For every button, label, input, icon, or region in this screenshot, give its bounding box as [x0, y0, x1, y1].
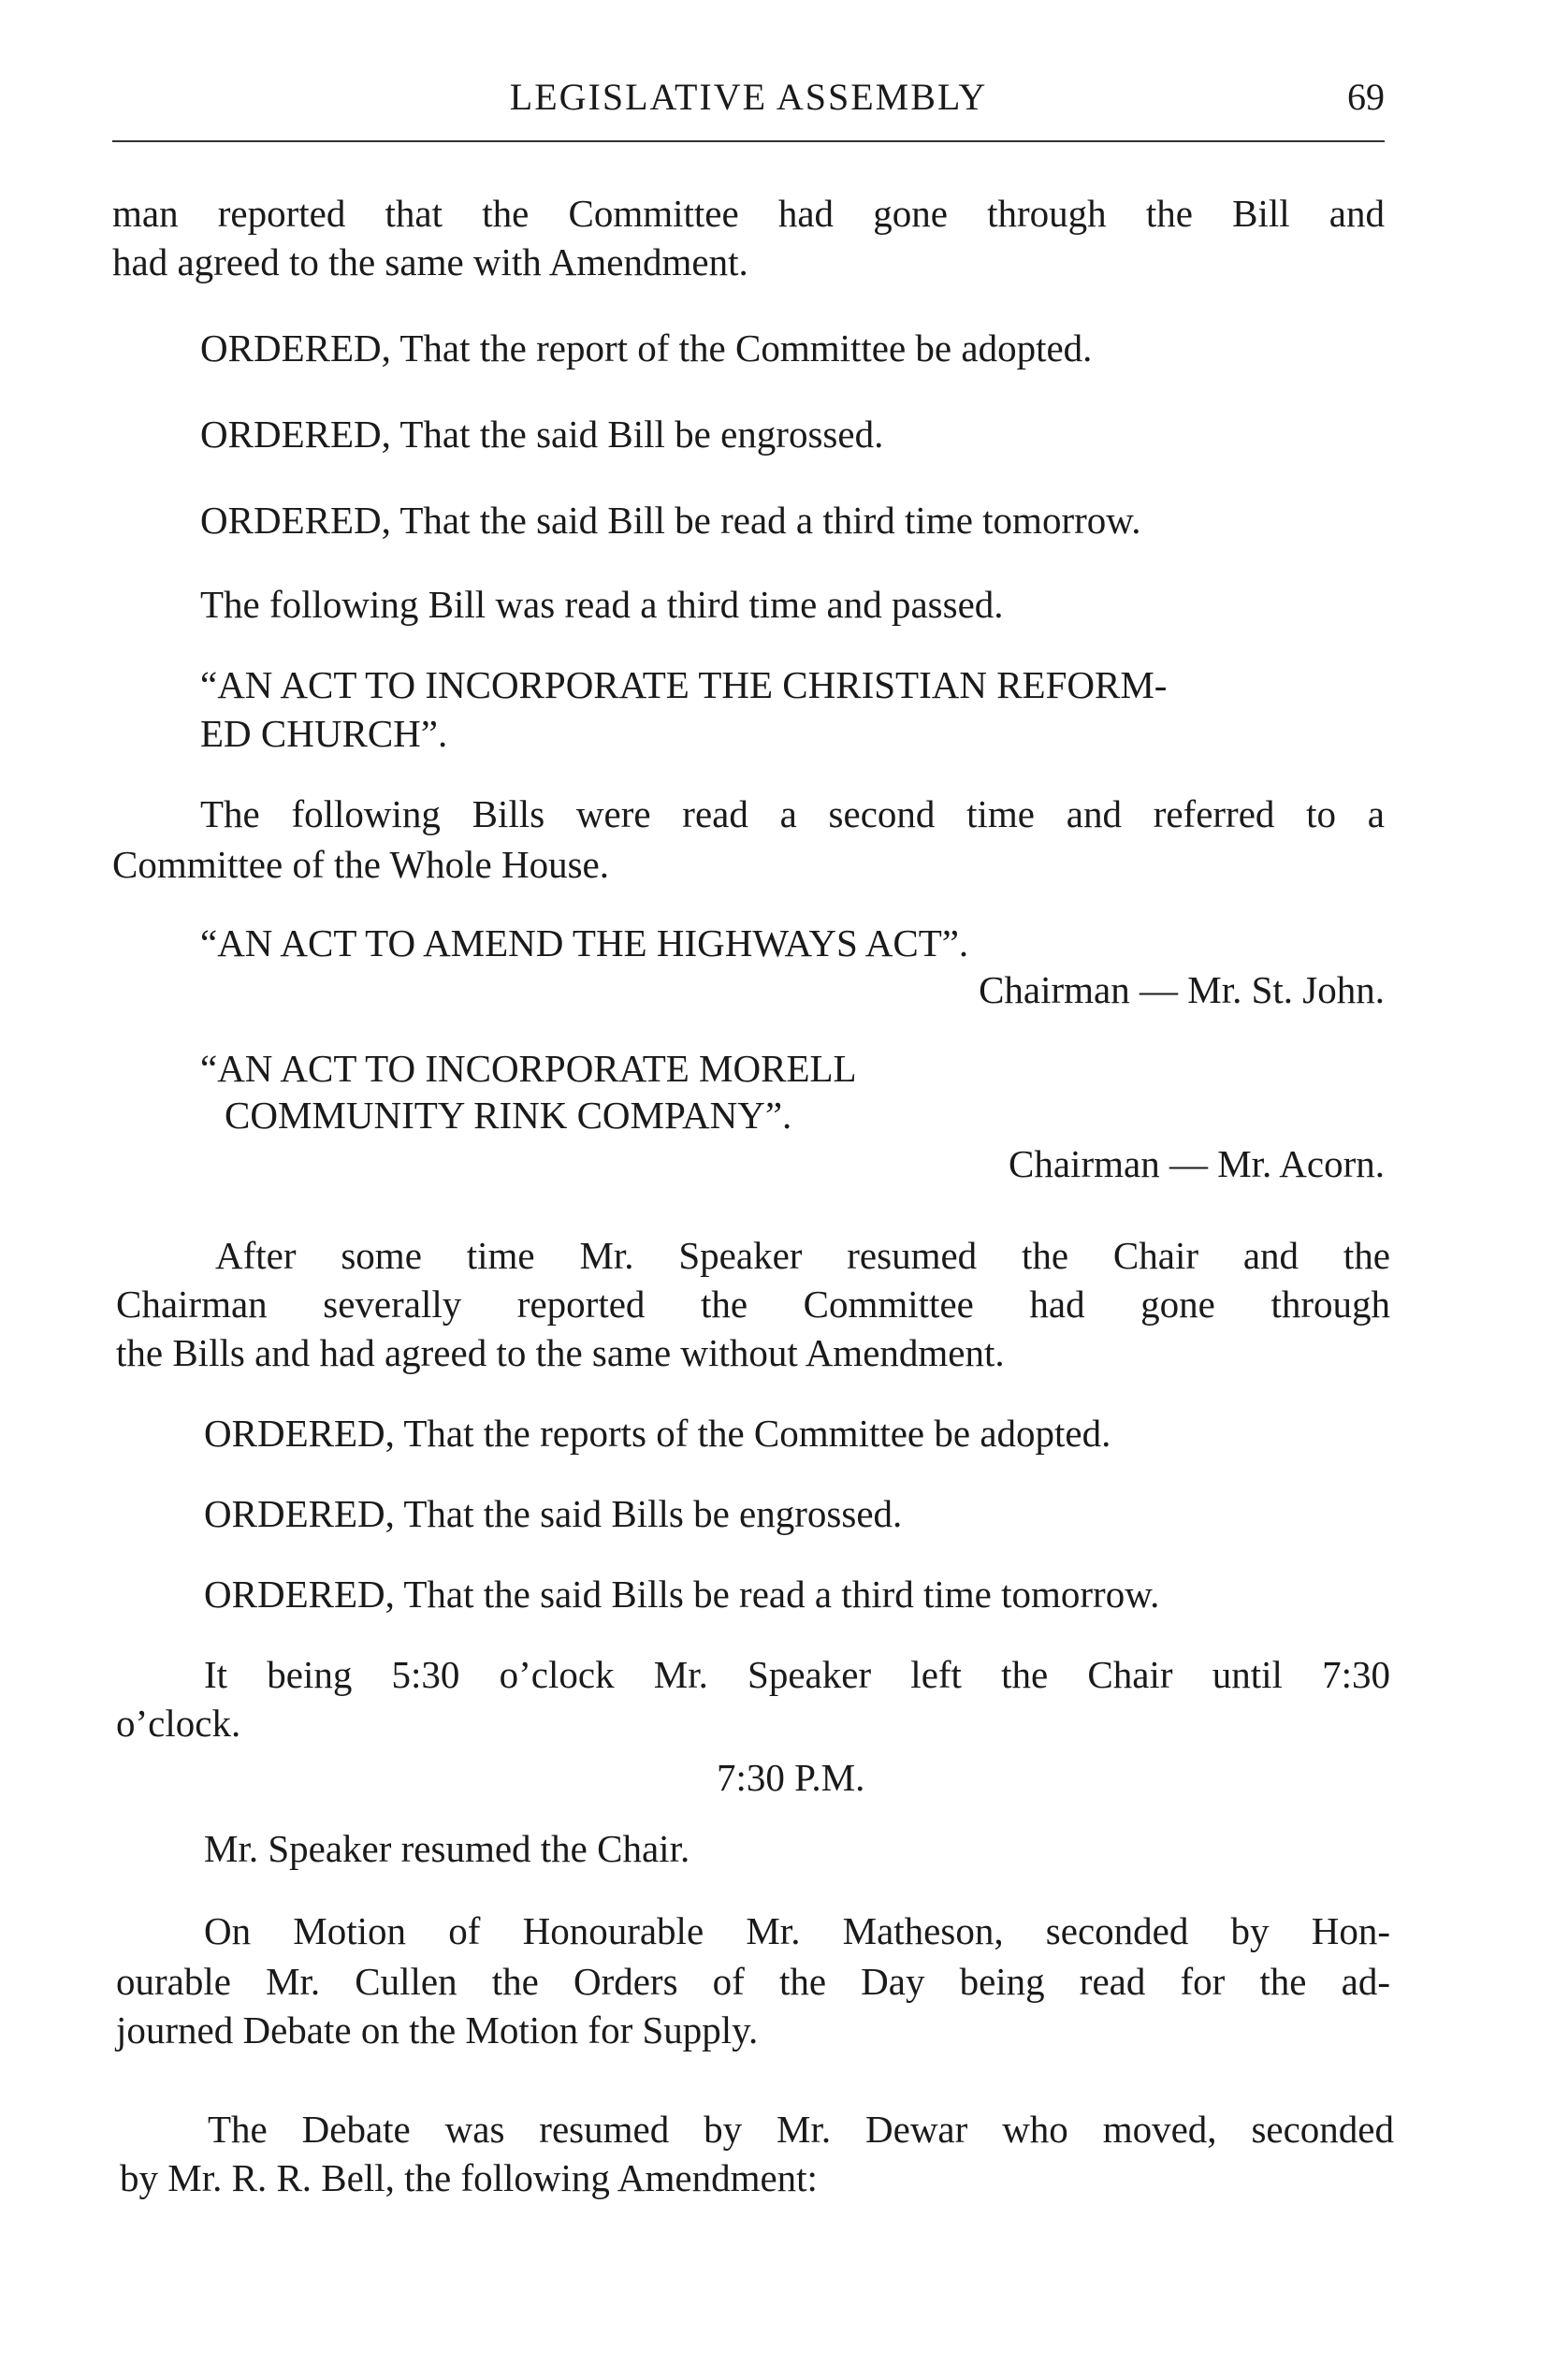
text-line: had agreed to the same with Amendment.: [112, 240, 748, 283]
text-line: The Debate was resumed by Mr. Dewar who moved, seconded: [208, 2110, 1394, 2151]
act-title-line: “AN ACT TO INCORPORATE THE CHRISTIAN REFORM-: [200, 663, 1168, 706]
header-title: LEGISLATIVE ASSEMBLY: [509, 76, 988, 118]
text-line: the Bills and had agreed to the same without Amendment.: [116, 1331, 1005, 1374]
text-line: On Motion of Honourable Mr. Matheson, seconded by Hon-: [204, 1912, 1390, 1952]
text-line: o’clock.: [116, 1702, 241, 1745]
ordered-line: ORDERED, That the said Bills be read a third time tomorrow.: [204, 1573, 1160, 1616]
text-line: After some time Mr. Speaker resumed the Chair and the: [215, 1237, 1390, 1277]
act-title-line: “AN ACT TO INCORPORATE MORELL: [200, 1047, 857, 1090]
ordered-line: ORDERED, That the said Bill be engrossed.: [200, 413, 884, 456]
time-heading: 7:30 P.M.: [717, 1756, 865, 1799]
act-title-line: “AN ACT TO AMEND THE HIGHWAYS ACT”.: [200, 921, 969, 964]
header-rule: [112, 140, 1385, 142]
running-header: [112, 75, 1385, 131]
text-line: journed Debate on the Motion for Supply.: [116, 2008, 759, 2052]
text-line: It being 5:30 o’clock Mr. Speaker left the Chair until 7:30: [204, 1656, 1390, 1696]
page-number: 69: [1347, 76, 1385, 118]
text-line: The following Bills were read a second time and referred to a: [200, 795, 1385, 835]
text-line: man reported that the Committee had gone through the Bill and: [112, 195, 1385, 235]
act-title-line: COMMUNITY RINK COMPANY”.: [225, 1094, 792, 1137]
chairman-line: Chairman — Mr. St. John.: [979, 968, 1385, 1011]
text-line: Mr. Speaker resumed the Chair.: [204, 1827, 690, 1870]
text-line: ourable Mr. Cullen the Orders of the Day being read for the ad-: [116, 1963, 1390, 2003]
ordered-line: ORDERED, That the said Bill be read a third time tomorrow.: [200, 499, 1141, 542]
ordered-line: ORDERED, That the report of the Committee be adopted.: [200, 326, 1093, 370]
chairman-line: Chairman — Mr. Acorn.: [1009, 1142, 1385, 1185]
act-title-line: ED CHURCH”.: [200, 712, 448, 755]
ordered-line: ORDERED, That the said Bills be engrossed.: [204, 1492, 903, 1535]
text-line: The following Bill was read a third time and passed.: [200, 583, 1004, 626]
text-line: Chairman severally reported the Committee had gone through: [116, 1285, 1390, 1326]
text-line: by Mr. R. R. Bell, the following Amendment:: [120, 2156, 818, 2199]
ordered-line: ORDERED, That the reports of the Committee be adopted.: [204, 1412, 1111, 1455]
text-line: Committee of the Whole House.: [112, 843, 609, 886]
